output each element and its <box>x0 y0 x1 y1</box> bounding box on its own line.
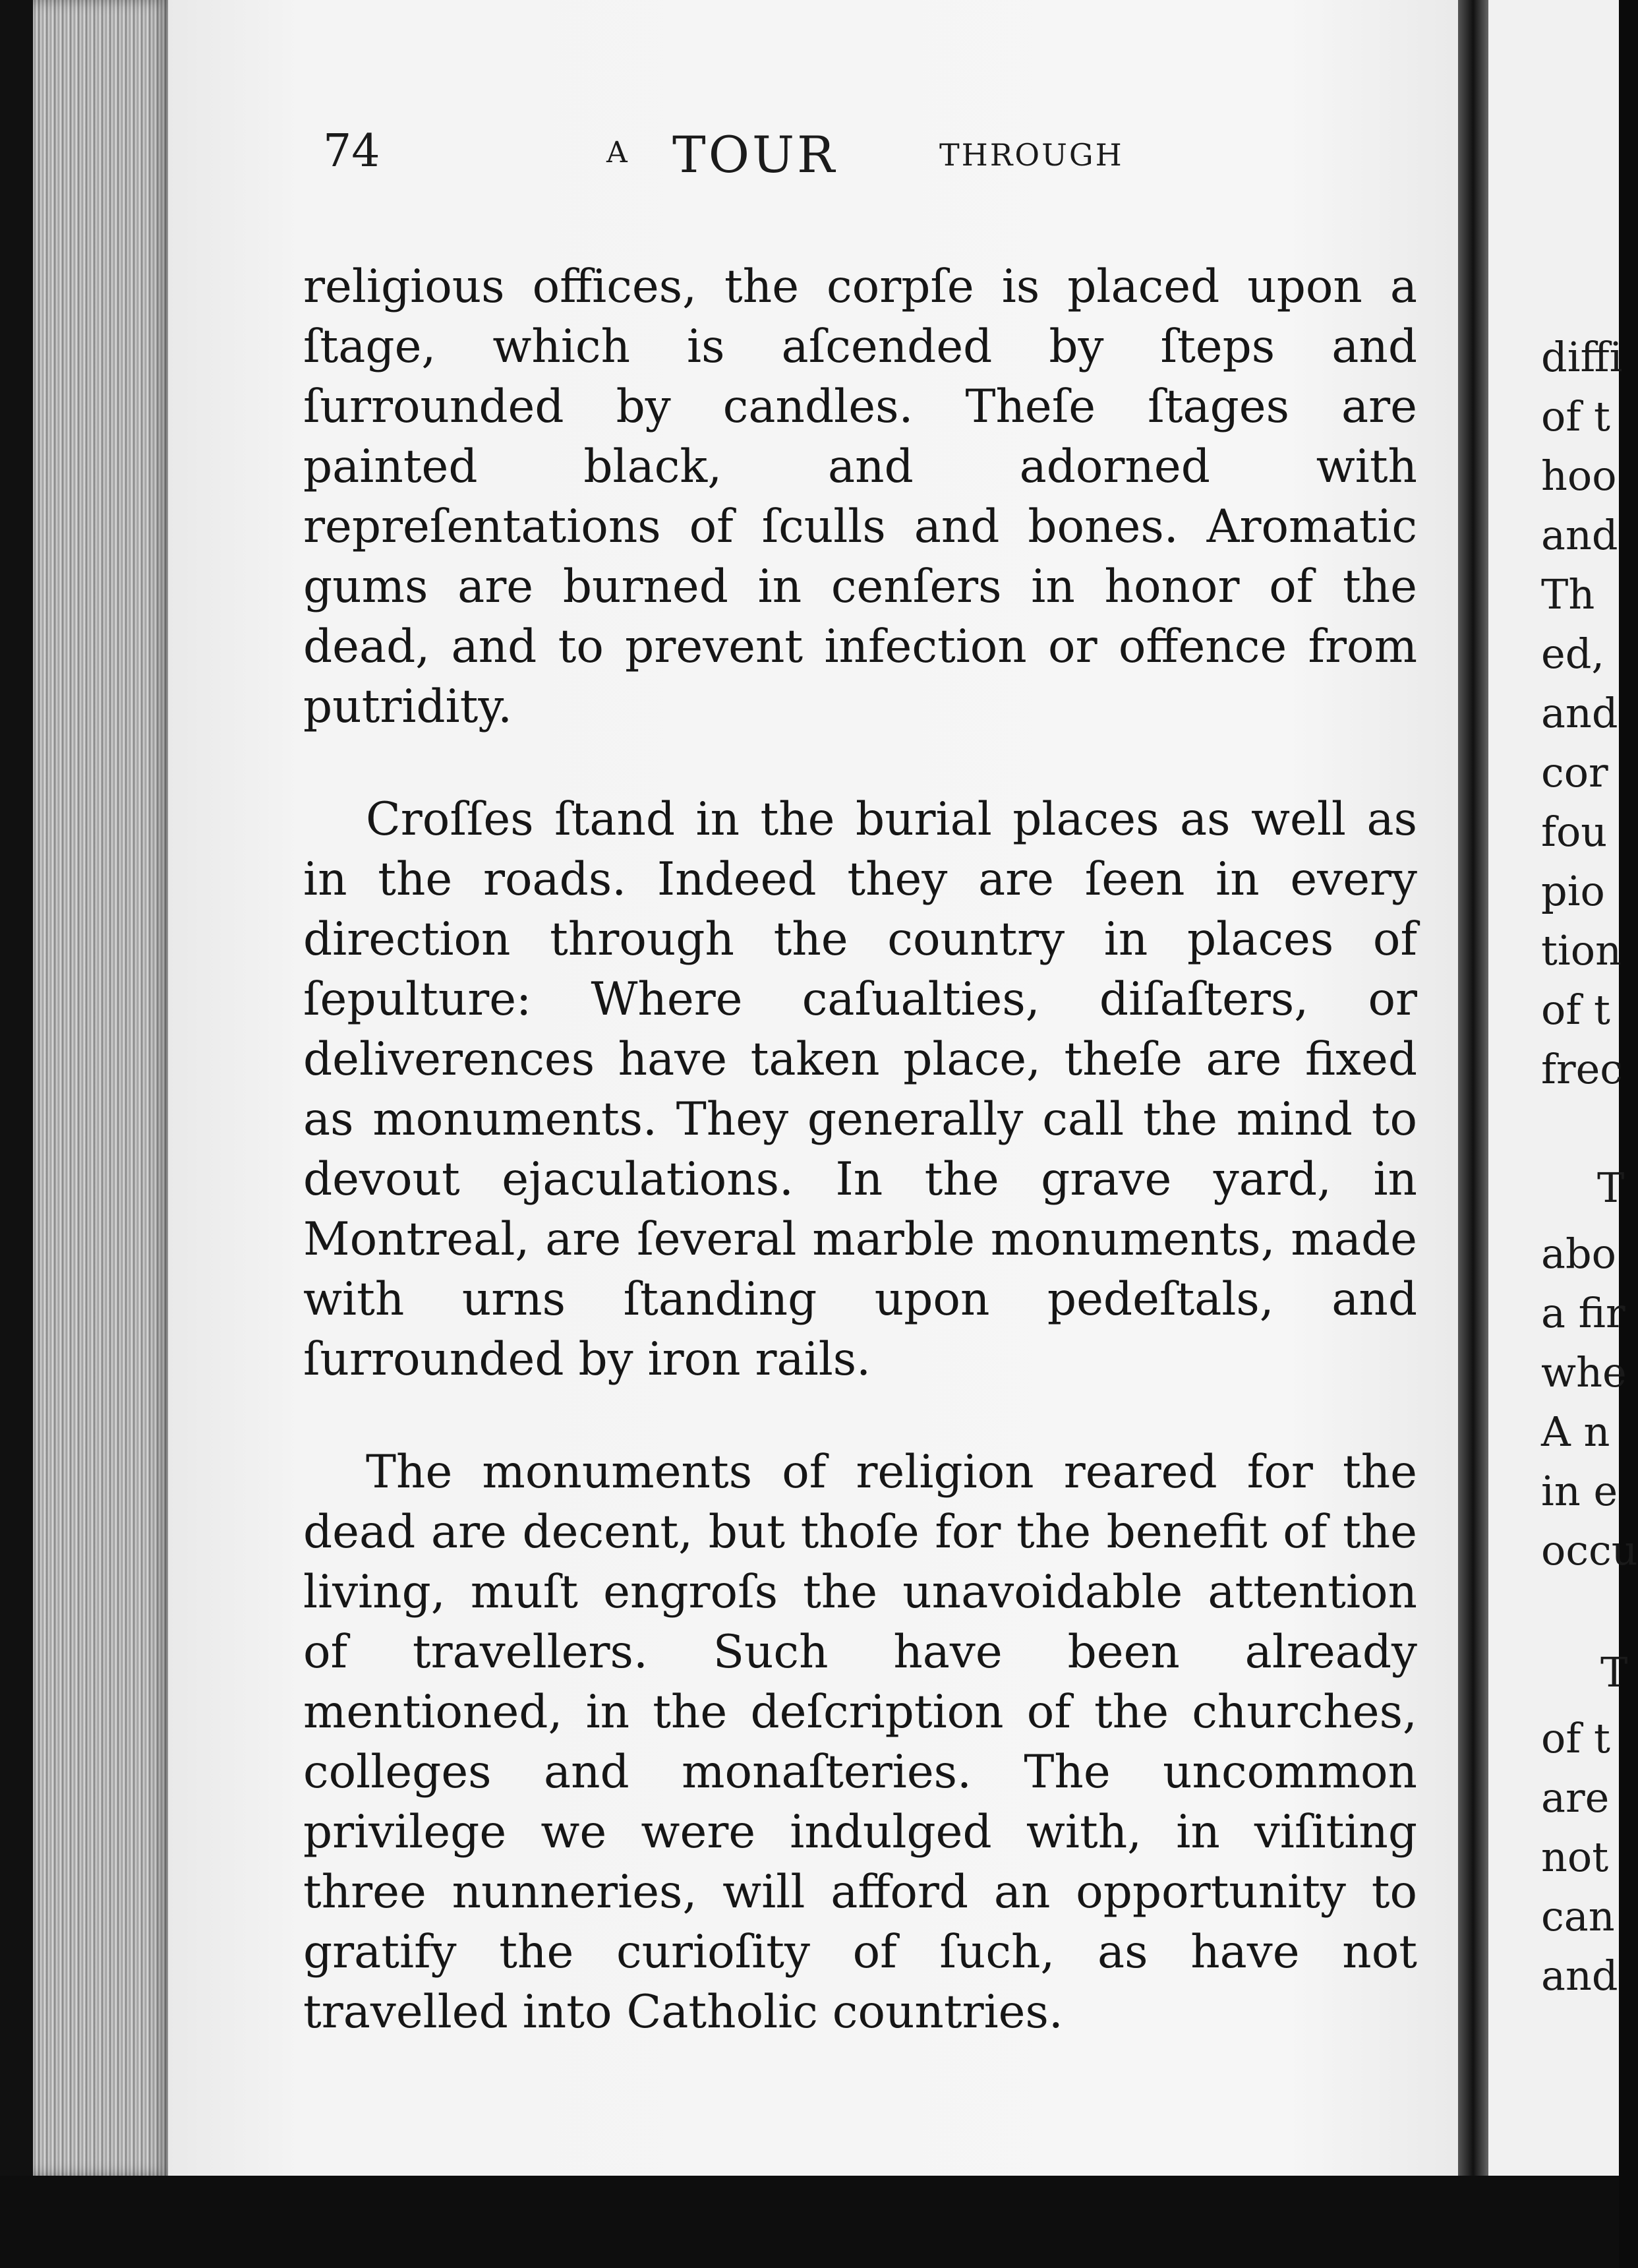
paragraph-2: Croſſes ſtand in the burial places as well as in the roads. Indeed they are ſeen in every direction through the country in places of ſepulture: Where caſualties, diſaſters, or deliverences have taken place, theſe are fixed as monuments. They generally call the mind to devout ejaculations. In the grave yard, in Montreal, are ſeveral marble monuments, made with urns ſtanding upon pedeſtals, and ſurrounded by iron rails. <box>303 793 1417 1386</box>
right-fragment: hoo <box>1541 452 1617 500</box>
body-text <box>303 257 1417 2043</box>
right-fragment: in e <box>1541 1467 1618 1515</box>
right-fragment: occu <box>1541 1526 1638 1574</box>
right-fragment: frec <box>1541 1045 1623 1093</box>
header-article: A <box>606 136 628 169</box>
right-fragment: T <box>1597 1164 1625 1212</box>
header-title-main: TOUR <box>672 125 838 184</box>
right-fragment: fou <box>1541 808 1608 856</box>
right-fragment: of t <box>1541 986 1610 1034</box>
right-fragment: T <box>1600 1648 1628 1696</box>
right-fragment: a fir <box>1541 1289 1625 1337</box>
right-fragment: whe <box>1541 1348 1627 1396</box>
page-edge-stack <box>33 0 168 2176</box>
paragraph-3: The monuments of religion reared for the dead are decent, but thoſe for the benefit of the living, muſt engroſs the unavoidable attention of travellers. Such have been already mentioned, in the deſcription of the churches, colleges and monaſteries. The uncommon privilege we were indulged with, in viſiting three nunneries, will afford an opportunity to gratify the curioſity of ſuch, as have not travelled into Catholic countries. <box>303 1446 1417 2039</box>
right-fragment: diffi <box>1541 333 1623 381</box>
right-fragment: abo <box>1541 1230 1616 1278</box>
right-fragment: tion <box>1541 926 1622 974</box>
right-fragment: can <box>1541 1892 1615 1940</box>
book-gutter <box>1458 0 1488 2268</box>
right-fragment: not <box>1541 1833 1609 1881</box>
paragraph-1: religious offices, the corpſe is placed upon a ſtage, which is aſcended by ſteps and ſurrounded by candles. Theſe ſtages are painted black, and adorned with repreſentations of ſculls and bones. Aromatic gums are burned in cenſers in honor of the dead, and to prevent infection or offence from putridity. <box>303 260 1417 733</box>
right-fragment: Th <box>1541 570 1595 618</box>
right-fragment: and <box>1541 689 1618 737</box>
right-fragment: ed, <box>1541 630 1605 678</box>
page-number: 74 <box>323 125 380 177</box>
right-fragment: A n <box>1541 1408 1610 1456</box>
header-title-rest: THROUGH <box>939 137 1124 173</box>
scan-background-bottom <box>0 2176 1619 2268</box>
right-fragment: pio <box>1541 867 1605 915</box>
right-fragment: are <box>1541 1774 1610 1822</box>
running-header <box>323 125 1246 198</box>
right-fragment: and <box>1541 1952 1618 2000</box>
right-page <box>1488 0 1619 2215</box>
right-fragment: and <box>1541 511 1618 559</box>
right-fragment: cor <box>1541 748 1608 796</box>
right-fragment: of t <box>1541 392 1610 440</box>
right-fragment: of t <box>1541 1714 1610 1762</box>
